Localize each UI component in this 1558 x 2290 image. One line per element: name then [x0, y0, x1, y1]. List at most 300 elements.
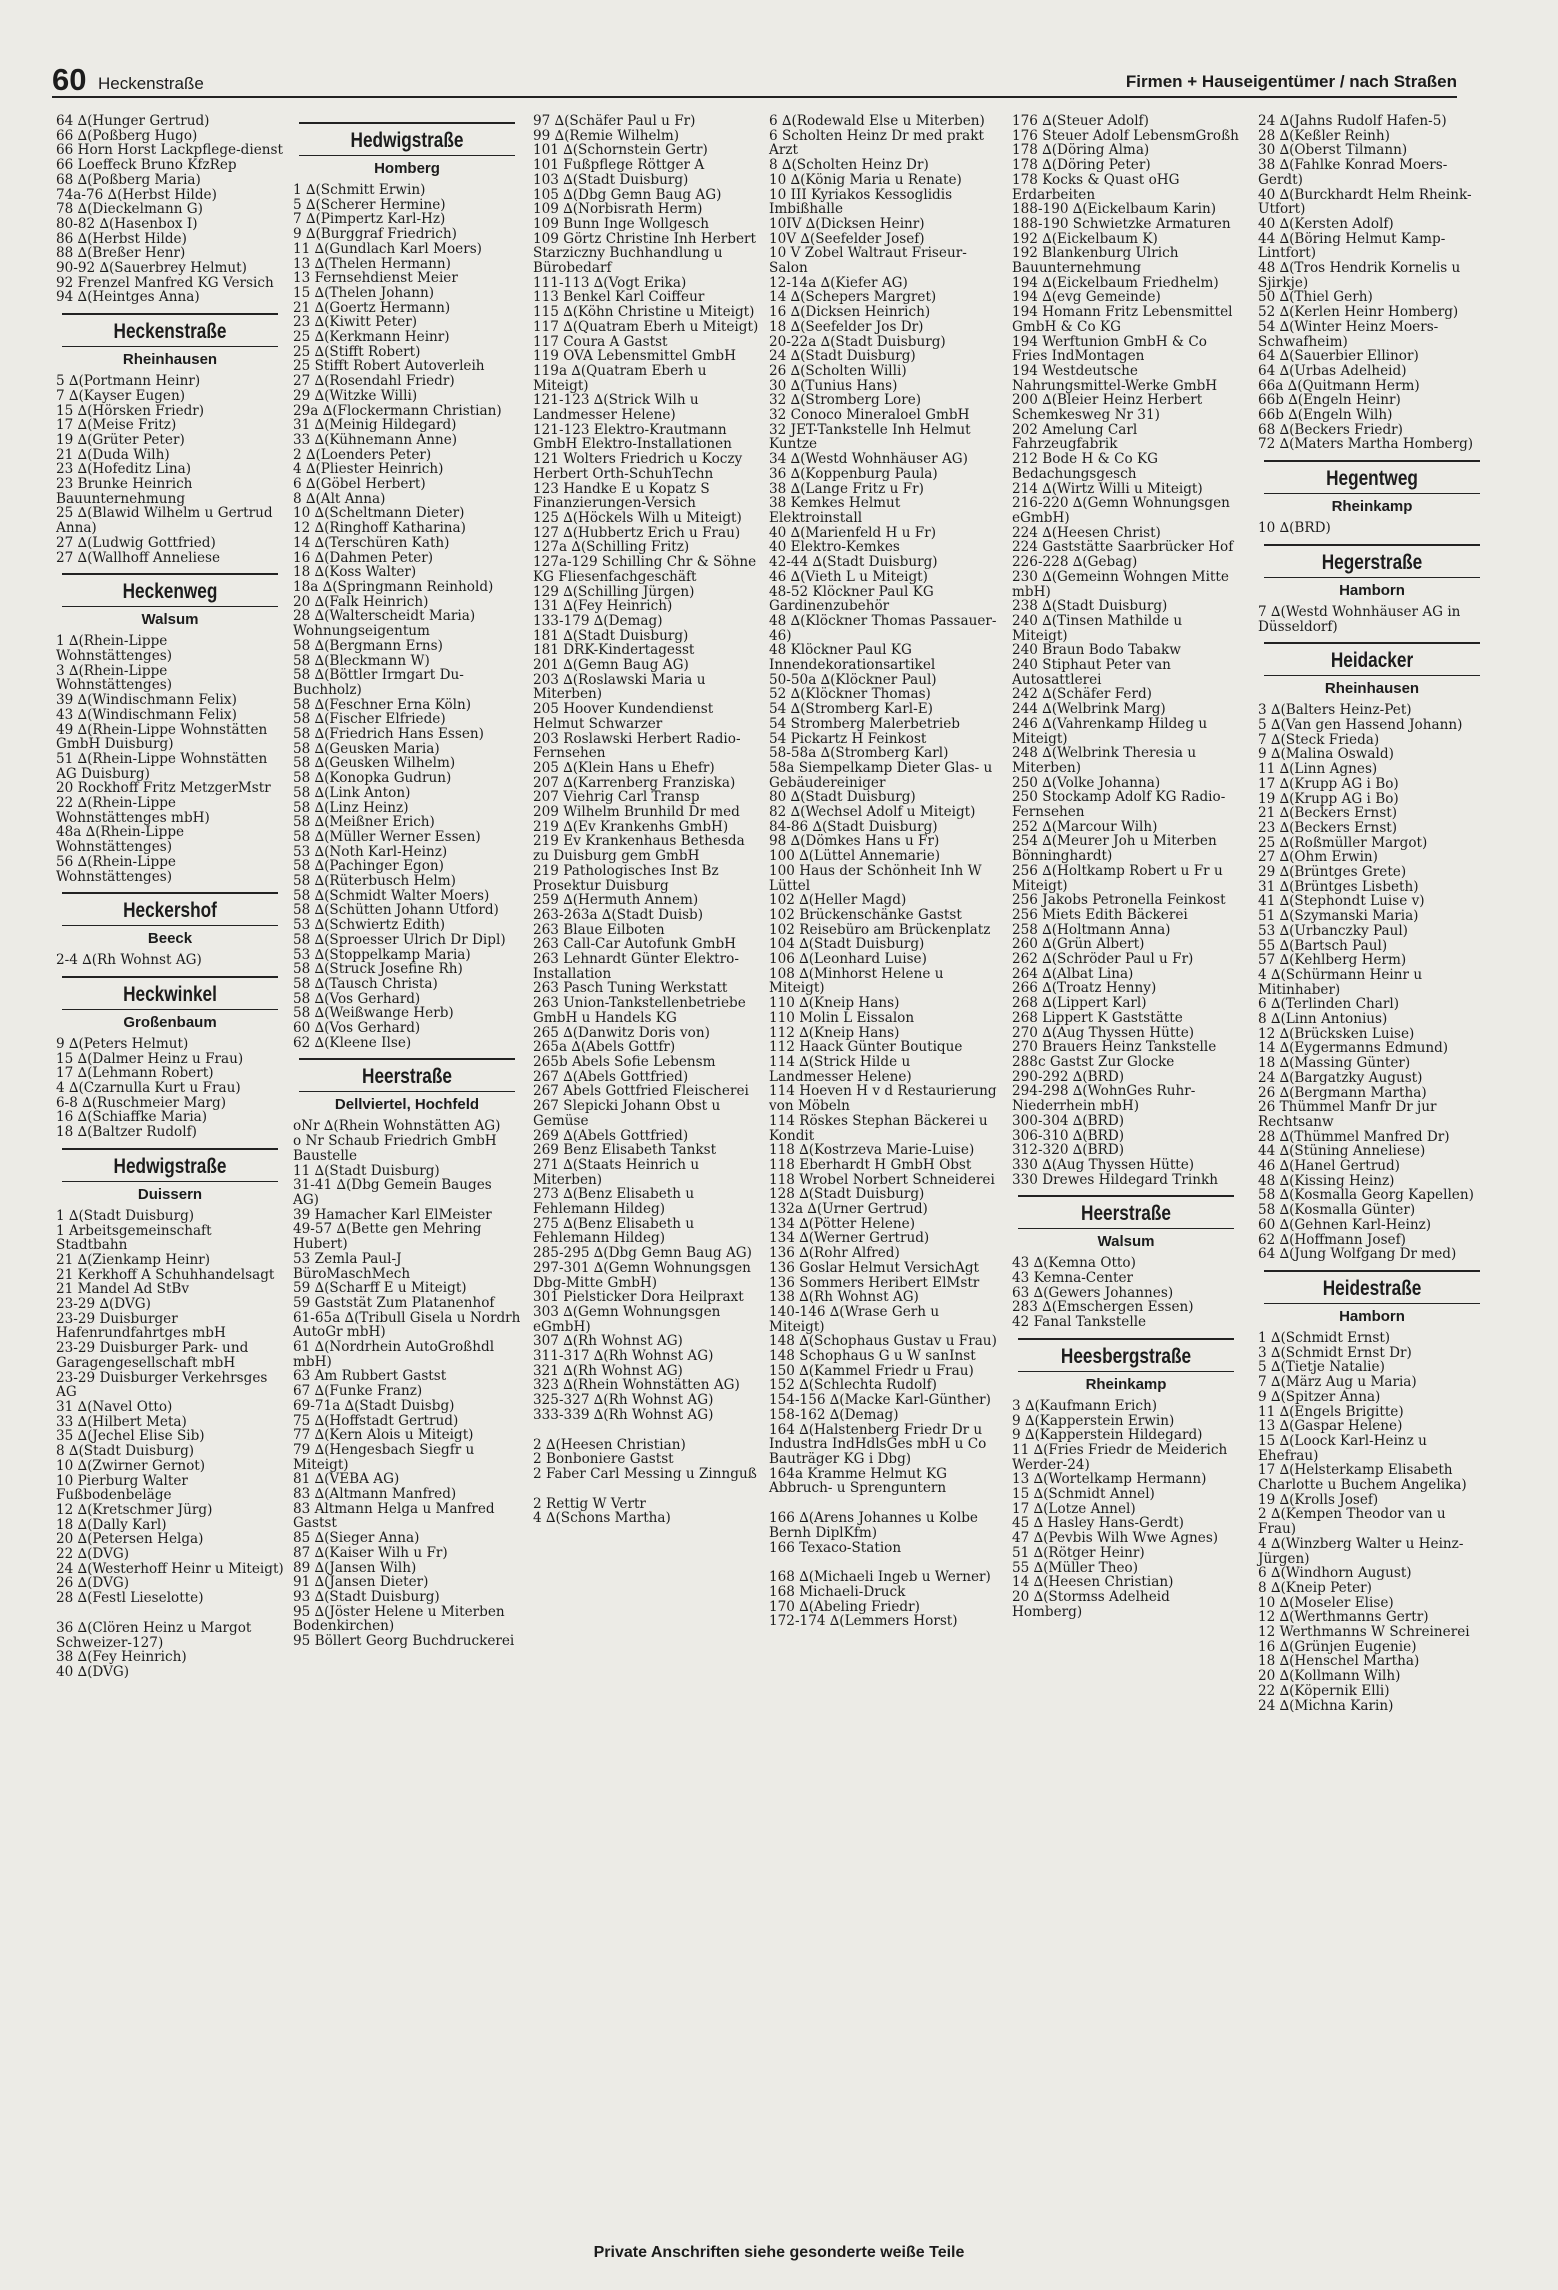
- directory-entry: 152 ∆(Schlechta Rudolf): [769, 1377, 937, 1394]
- directory-entry: 194 ∆(Eickelbaum Friedhelm): [1012, 274, 1219, 291]
- page-footer: Private Anschriften siehe gesonderte weiße Teile: [593, 2244, 965, 2261]
- directory-entry: 20 ∆(Falk Heinrich): [293, 593, 429, 610]
- directory-entry: 58 ∆(Meißner Erich): [293, 814, 435, 831]
- directory-entry: 36 ∆(Koppenburg Paula): [769, 465, 938, 482]
- directory-entry: 58 ∆(Friedrich Hans Essen): [293, 726, 484, 743]
- directory-entry: 46 ∆(Hanel Gertrud): [1258, 1158, 1400, 1175]
- directory-entry: 83 ∆(Altmann Manfred): [293, 1486, 457, 1503]
- page-header: [52, 62, 1457, 98]
- directory-entry: 18 ∆(Koss Walter): [293, 564, 417, 581]
- directory-entry: 109 Görtz Christine Inh Herbert Starziczny Buchhandlung u Bürobedarf: [533, 230, 756, 277]
- directory-entry: 26 Thümmel Manfr Dr jur Rechtsanw: [1258, 1099, 1437, 1130]
- directory-entry: 22 ∆(DVG): [56, 1546, 130, 1563]
- directory-entry: 10V ∆(Seefelder Josef): [769, 230, 925, 247]
- directory-entry: 2-4 ∆(Rh Wohnst AG): [56, 952, 202, 969]
- directory-entry: 19 ∆(Krolls Josef): [1258, 1491, 1379, 1508]
- directory-entry: 301 Pielsticker Dora Heilpraxt: [533, 1289, 744, 1306]
- directory-entry: 170 ∆(Abeling Friedr): [769, 1598, 920, 1615]
- directory-entry: 265 ∆(Danwitz Doris von): [533, 1024, 710, 1041]
- directory-entry: 12 ∆(Kretschmer Jürg): [56, 1501, 213, 1518]
- directory-entry: 17 ∆(Helsterkamp Elisabeth Charlotte u Buchem Angelika): [1258, 1462, 1467, 1494]
- directory-entry: 2 ∆(Loenders Peter): [293, 446, 432, 463]
- directory-entry: 262 ∆(Schröder Paul u Fr): [1012, 951, 1194, 968]
- directory-entry: 100 Haus der Schönheit Inh W Lüttel: [769, 862, 982, 894]
- directory-entry: 58 ∆(Bleckmann W): [293, 652, 430, 669]
- directory-entry: 63 Am Rubbert Gastst: [293, 1368, 447, 1385]
- directory-entry: 224 ∆(Heesen Christ): [1012, 524, 1161, 541]
- directory-entry: 25 ∆(Kerkmann Heinr): [293, 329, 450, 346]
- directory-entry: 39 ∆(Windischmann Felix): [56, 692, 237, 709]
- directory-entry: 263 Lehnardt Günter Elektro-Installation: [533, 951, 739, 982]
- directory-entry: 150 ∆(Kammel Friedr u Frau): [769, 1362, 974, 1379]
- directory-entry: 34 ∆(Westd Wohnhäuser AG): [769, 451, 968, 468]
- directory-entry: 1 Arbeitsgemeinschaft Stadtbahn: [56, 1222, 212, 1254]
- spacer: [533, 1423, 761, 1438]
- directory-entry: o Nr Schaub Friedrich GmbH Baustelle: [293, 1133, 497, 1164]
- directory-entry: 58 ∆(Weißwange Herb): [293, 1005, 454, 1022]
- directory-entry: 258 ∆(Holtmann Anna): [1012, 921, 1171, 938]
- directory-entry: 102 Reisebüro am Brückenplatz: [769, 921, 991, 938]
- directory-entry: 93 ∆(Stadt Duisburg): [293, 1588, 440, 1605]
- directory-entry: 28 ∆(Keßler Reinh): [1258, 127, 1390, 144]
- directory-entry: 201 ∆(Gemn Baug AG): [533, 657, 689, 674]
- directory-entry: 28 ∆(Festl Lieselotte): [56, 1590, 204, 1607]
- directory-entry: 50 ∆(Thiel Gerh): [1258, 289, 1373, 306]
- directory-column-6: [1258, 114, 1486, 1713]
- directory-entry: 259 ∆(Hermuth Annem): [533, 892, 699, 909]
- directory-entry: 40 ∆(Marienfeld H u Fr): [769, 524, 937, 541]
- directory-entry: 112 Haack Günter Boutique: [769, 1039, 963, 1056]
- directory-entry: 168 ∆(Michaeli Ingeb u Werner): [769, 1569, 991, 1586]
- directory-entry: 13 ∆(Thelen Hermann): [293, 255, 451, 272]
- directory-entry: 6 ∆(Terlinden Charl): [1258, 996, 1400, 1013]
- directory-entry: 80-82 ∆(Hasenbox I): [56, 215, 198, 232]
- section-rule: [1264, 460, 1480, 462]
- directory-entry: 38 ∆(Fey Heinrich): [56, 1649, 187, 1666]
- directory-entry: 4 ∆(Czarnulla Kurt u Frau): [56, 1080, 241, 1097]
- directory-entry: 9 ∆(Malina Oswald): [1258, 746, 1394, 763]
- directory-entry: 192 ∆(Eickelbaum K): [1012, 230, 1158, 247]
- directory-entry: 109 ∆(Norbisrath Herm): [533, 201, 703, 218]
- directory-entry: 134 ∆(Pötter Helene): [769, 1215, 916, 1232]
- directory-entry: 7 ∆(Kayser Eugen): [56, 387, 186, 404]
- directory-entry: 14 ∆(Terschüren Kath): [293, 534, 450, 551]
- directory-entry: 86 ∆(Herbst Hilde): [56, 230, 187, 247]
- directory-entry: 83 Altmann Helga u Manfred Gastst: [293, 1500, 495, 1532]
- directory-entry: 117 Coura A Gastst: [533, 333, 668, 350]
- section-rule: [62, 573, 278, 575]
- directory-entry: 43 Kemna-Center: [1012, 1270, 1134, 1287]
- directory-entry: 265b Abels Sofie Lebensm: [533, 1054, 716, 1070]
- directory-entry: 58 ∆(Müller Werner Essen): [293, 828, 481, 845]
- directory-entry: 330 Drewes Hildegard Trinkh: [1012, 1171, 1218, 1188]
- directory-entry: 58 ∆(Schütten Johann Utford): [293, 902, 499, 919]
- directory-entry: 26 ∆(Bergmann Martha): [1258, 1084, 1427, 1101]
- directory-entry: 127a ∆(Schilling Fritz): [533, 539, 690, 556]
- directory-entry: 125 ∆(Höckels Wilh u Miteigt): [533, 509, 742, 526]
- directory-column-3: [533, 114, 761, 1526]
- directory-entry: 12 Werthmanns W Schreinerei: [1258, 1624, 1470, 1641]
- directory-entry: 53 Zemla Paul-J BüroMaschMech: [293, 1250, 411, 1282]
- directory-entry: 311-317 ∆(Rh Wohnst AG): [533, 1348, 714, 1365]
- directory-entry: 10 ∆(Moseler Elise): [1258, 1594, 1394, 1611]
- directory-entry: 17 ∆(Meise Fritz): [56, 417, 177, 434]
- directory-entry: 60 ∆(Gehnen Karl-Heinz): [1258, 1216, 1432, 1233]
- directory-entry: 270 ∆(Aug Thyssen Hütte): [1012, 1024, 1195, 1041]
- directory-entry: 4 ∆(Schons Martha): [533, 1510, 671, 1527]
- directory-entry: 20 ∆(Stormss Adelheid Homberg): [1012, 1588, 1170, 1620]
- district-name: Homberg: [299, 155, 515, 177]
- directory-entry: 12 ∆(Werthmanns Gertr): [1258, 1609, 1429, 1626]
- directory-entry: 58-58a ∆(Stromberg Karl): [769, 745, 949, 762]
- directory-entry: 52 ∆(Klöckner Thomas): [769, 686, 931, 703]
- directory-entry: 115 ∆(Köhn Christine u Miteigt): [533, 304, 755, 321]
- directory-entry: 98 ∆(Dömkes Hans u Fr): [769, 833, 940, 850]
- directory-entry: 72 ∆(Maters Martha Homberg): [1258, 436, 1474, 453]
- header-section-title: Firmen + Hauseigentümer / nach Straßen: [1125, 72, 1457, 91]
- directory-entry: 194 Homann Fritz Lebensmittel GmbH & Co KG: [1012, 304, 1233, 335]
- directory-entry: 131 ∆(Fey Heinrich): [533, 598, 673, 615]
- directory-entry: 256 Miets Edith Bäckerei: [1012, 906, 1188, 923]
- district-name: Hamborn: [1264, 577, 1480, 599]
- directory-entry: 12 ∆(Brücksken Luise): [1258, 1025, 1415, 1042]
- directory-entry: 53 ∆(Stoppelkamp Maria): [293, 946, 471, 963]
- directory-entry: 178 ∆(Döring Alma): [1012, 142, 1150, 159]
- directory-entry: 114 Röskes Stephan Bäckerei u Kondit: [769, 1112, 988, 1144]
- directory-entry: 267 Abels Gottfried Fleischerei: [533, 1083, 749, 1100]
- directory-entry: 31-41 ∆(Dbg Gemein Bauges AG): [293, 1177, 492, 1208]
- section-rule: [1018, 1195, 1234, 1197]
- directory-entry: 1 ∆(Schmitt Erwin): [293, 182, 426, 198]
- directory-entry: 248 ∆(Welbrink Theresia u Miterben): [1012, 745, 1197, 776]
- directory-entry: 136 Sommers Heribert ElMstr: [769, 1274, 980, 1291]
- directory-entry: 32 JET-Tankstelle Inh Helmut Kuntze: [769, 421, 971, 453]
- street-section-header: [1012, 1338, 1240, 1393]
- directory-entry: 60 ∆(Vos Gerhard): [293, 1020, 421, 1037]
- directory-entry: 110 Molin L Eissalon: [769, 1009, 915, 1026]
- directory-entry: 25 Stifft Robert Autoverleih: [293, 358, 485, 375]
- directory-entry: 43 ∆(Windischmann Felix): [56, 706, 237, 723]
- district-name: Rheinhausen: [1264, 675, 1480, 697]
- directory-entry: 48 ∆(Klöckner Thomas Passauer-46): [769, 612, 997, 644]
- directory-entry: 58 ∆(Sproesser Ulrich Dr Dipl): [293, 931, 506, 948]
- directory-entry: 43 ∆(Kemna Otto): [1012, 1255, 1136, 1272]
- directory-entry: 49 ∆(Rhein-Lippe Wohnstätten GmbH Duisburg): [56, 721, 268, 753]
- directory-entry: 285-295 ∆(Dbg Gemn Baug AG): [533, 1245, 752, 1262]
- directory-entry: 321 ∆(Rh Wohnst AG): [533, 1362, 683, 1379]
- section-rule: [1018, 1338, 1234, 1340]
- directory-entry: 1 ∆(Schmidt Ernst): [1258, 1330, 1391, 1346]
- directory-entry: 1 ∆(Rhein-Lippe Wohnstättenges): [56, 633, 173, 664]
- directory-entry: 14 ∆(Eygermanns Edmund): [1258, 1040, 1449, 1057]
- directory-entry: 66 Loeffeck Bruno KfzRep: [56, 157, 237, 174]
- directory-entry: 68 ∆(Poßberg Maria): [56, 171, 201, 188]
- directory-entry: 82 ∆(Wechsel Adolf u Miteigt): [769, 804, 976, 821]
- directory-entry: 252 ∆(Marcour Wilh): [1012, 818, 1158, 835]
- directory-entry: 2 Bonboniere Gastst: [533, 1451, 674, 1468]
- directory-entry: 58 ∆(Geusken Maria): [293, 740, 440, 757]
- directory-entry: 297-301 ∆(Gemn Wohnungsgen Dbg-Mitte GmbH): [533, 1259, 751, 1291]
- directory-entry: 21 ∆(Beckers Ernst): [1258, 805, 1398, 822]
- directory-entry: 4 ∆(Schürmann Heinr u Mitinhaber): [1258, 966, 1423, 998]
- directory-entry: 119a ∆(Quatram Eberh u Miteigt): [533, 362, 707, 394]
- directory-entry: 23-29 Duisburger Park- und Garagengesellschaft mbH: [56, 1340, 249, 1371]
- directory-entry: 267 Slepicki Johann Obst u Gemüse: [533, 1098, 721, 1129]
- directory-entry: 13 ∆(Gaspar Helene): [1258, 1418, 1403, 1435]
- directory-entry: 138 ∆(Rh Wohnst AG): [769, 1289, 919, 1306]
- directory-entry: 12-14a ∆(Kiefer AG): [769, 274, 908, 291]
- directory-entry: 263 Pasch Tuning Werkstatt: [533, 980, 728, 997]
- directory-entry: 64 ∆(Hunger Gertrud): [56, 113, 210, 129]
- directory-entry: 209 Wilhelm Brunhild Dr med: [533, 804, 740, 821]
- directory-entry: 123 Handke E u Kopatz S Finanzierungen-Versich: [533, 480, 710, 512]
- street-section-header: [1258, 460, 1486, 515]
- street-name: Heckershof: [123, 899, 217, 923]
- street-name: Hedwigstraße: [350, 129, 464, 152]
- directory-entry: 66 ∆(Poßberg Hugo): [56, 127, 198, 144]
- directory-entry: 164a Kramme Helmut KG Abbruch- u Sprenguntern: [769, 1465, 947, 1497]
- directory-entry: 207 Viehrig Carl Transp: [533, 789, 700, 806]
- directory-entry: 74a-76 ∆(Herbst Hilde): [56, 186, 217, 203]
- street-name: Heidestraße: [1322, 1277, 1422, 1300]
- directory-entry: 5 ∆(Van gen Hassend Johann): [1258, 716, 1463, 733]
- spacer: [56, 1606, 284, 1621]
- directory-entry: 254 ∆(Meurer Joh u Miterben Bönninghardt): [1012, 833, 1217, 865]
- directory-entry: 15 ∆(Loock Karl-Heinz u Ehefrau): [1258, 1432, 1427, 1464]
- directory-entry: 81 ∆(VEBA AG): [293, 1471, 400, 1488]
- directory-entry: 32 Conoco Mineraloel GmbH: [769, 407, 970, 424]
- directory-entry: 5 ∆(Tietje Natalie): [1258, 1359, 1385, 1376]
- directory-entry: 264 ∆(Albat Lina): [1012, 965, 1134, 982]
- directory-entry: 66b ∆(Engeln Heinr): [1258, 392, 1401, 409]
- directory-entry: 26 ∆(DVG): [56, 1575, 130, 1592]
- directory-entry: 59 Gaststät Zum Platanenhof: [293, 1294, 495, 1311]
- directory-entry: 118 Wrobel Norbert Schneiderei: [769, 1171, 995, 1188]
- directory-entry: 29a ∆(Flockermann Christian): [293, 402, 502, 419]
- directory-entry: 6 ∆(Rodewald Else u Miterben): [769, 113, 985, 129]
- directory-entry: 307 ∆(Rh Wohnst AG): [533, 1333, 683, 1350]
- directory-entry: 38 ∆(Lange Fritz u Fr): [769, 480, 924, 497]
- directory-entry: 55 ∆(Bartsch Paul): [1258, 937, 1388, 954]
- directory-entry: 205 Hoover Kundendienst Helmut Schwarzer: [533, 701, 714, 732]
- directory-entry: 8 ∆(Linn Antonius): [1258, 1011, 1388, 1028]
- directory-entry: 7 ∆(Steck Frieda): [1258, 731, 1380, 748]
- section-rule: [62, 1148, 278, 1150]
- page-number: 60: [52, 62, 87, 97]
- directory-entry: 288c Gastst Zur Glocke: [1012, 1054, 1175, 1070]
- directory-entry: 158-162 ∆(Demag): [769, 1406, 899, 1423]
- directory-entry: 57 ∆(Kehlberg Herm): [1258, 952, 1407, 969]
- directory-entry: 95 ∆(Jöster Helene u Miterben Bodenkirchen): [293, 1603, 505, 1635]
- directory-entry: 8 ∆(Alt Anna): [293, 490, 386, 507]
- directory-entry: 24 ∆(Westerhoff Heinr u Miteigt): [56, 1560, 284, 1577]
- directory-entry: 18 ∆(Henschel Martha): [1258, 1653, 1420, 1670]
- directory-entry: 23-29 Duisburger Hafenrundfahrtges mbH: [56, 1310, 226, 1342]
- directory-entry: 240 ∆(Tinsen Mathilde u Miteigt): [1012, 612, 1183, 644]
- section-rule: [62, 892, 278, 894]
- directory-entry: 270 Brauers Heinz Tankstelle: [1012, 1039, 1217, 1056]
- directory-entry: 22 ∆(Köpernik Elli): [1258, 1682, 1390, 1699]
- directory-entry: 10 ∆(BRD): [1258, 520, 1331, 537]
- directory-entry: 53 ∆(Schwiertz Edith): [293, 917, 446, 934]
- directory-entry: 39 Hamacher Karl ElMeister: [293, 1206, 492, 1223]
- section-rule: [62, 976, 278, 978]
- directory-entry: 67 ∆(Funke Franz): [293, 1383, 423, 1400]
- directory-entry: 13 ∆(Wortelkamp Hermann): [1012, 1471, 1207, 1488]
- directory-entry: 1 ∆(Stadt Duisburg): [56, 1207, 195, 1224]
- directory-entry: 33 ∆(Hilbert Meta): [56, 1413, 187, 1430]
- directory-entry: 12 ∆(Ringhoff Katharina): [293, 520, 466, 537]
- directory-entry: 10 ∆(Zwirner Gernot): [56, 1457, 206, 1474]
- directory-entry: 14 ∆(Heesen Christian): [1012, 1574, 1174, 1591]
- directory-entry: 23 ∆(Kiwitt Peter): [293, 314, 418, 331]
- directory-entry: 118 Eberhardt H GmbH Obst: [769, 1156, 972, 1173]
- directory-entry: 27 ∆(Ludwig Gottfried): [56, 534, 216, 551]
- section-rule: [299, 122, 515, 124]
- directory-entry: 18 ∆(Baltzer Rudolf): [56, 1124, 197, 1141]
- directory-entry: 240 Braun Bodo Tabakw: [1012, 642, 1181, 659]
- directory-entry: 58 ∆(Rüterbusch Helm): [293, 873, 456, 890]
- directory-entry: 80 ∆(Stadt Duisburg): [769, 789, 916, 806]
- directory-entry: 18a ∆(Springmann Reinhold): [293, 578, 494, 595]
- directory-entry: 303 ∆(Gemn Wohnungsgen eGmbH): [533, 1303, 721, 1335]
- directory-entry: 48 Klöckner Paul KG Innendekorationsartikel: [769, 642, 936, 674]
- directory-entry: 114 Hoeven H v d Restaurierung von Möbeln: [769, 1083, 997, 1115]
- directory-entry: 117 ∆(Quatram Eberh u Miteigt): [533, 318, 759, 335]
- directory-entry: 333-339 ∆(Rh Wohnst AG): [533, 1406, 714, 1423]
- street-name: Heckwinkel: [123, 982, 217, 1006]
- directory-entry: 58 ∆(Struck Josefine Rh): [293, 961, 463, 978]
- directory-entry: 207 ∆(Karrenberg Franziska): [533, 774, 736, 791]
- street-section-header: [56, 573, 284, 628]
- directory-entry: 77 ∆(Kern Alois u Miteigt): [293, 1427, 474, 1444]
- street-section-header: [1258, 544, 1486, 599]
- directory-entry: 61 ∆(Nordrhein AutoGroßhdl mbH): [293, 1339, 495, 1370]
- directory-entry: 58 ∆(Tausch Christa): [293, 975, 438, 992]
- directory-entry: 24 ∆(Jahns Rudolf Hafen-5): [1258, 113, 1447, 129]
- section-rule: [299, 1058, 515, 1060]
- street-name: Heesbergstraße: [1060, 1344, 1192, 1368]
- directory-entry: 58 ∆(Link Anton): [293, 784, 411, 801]
- street-name: Heckenweg: [122, 580, 218, 604]
- directory-entry: 118 ∆(Kostrzeva Marie-Luise): [769, 1142, 975, 1159]
- directory-entry: 271 ∆(Staats Heinrich u Miterben): [533, 1156, 700, 1188]
- directory-entry: 23 ∆(Beckers Ernst): [1258, 819, 1398, 836]
- directory-entry: 28 ∆(Thümmel Manfred Dr): [1258, 1128, 1450, 1145]
- directory-entry: 3 ∆(Balters Heinz-Pet): [1258, 702, 1412, 719]
- directory-entry: 219 Pathologisches Inst Bz Prosektur Duisburg: [533, 862, 719, 894]
- directory-entry: 40 ∆(Kersten Adolf): [1258, 215, 1394, 232]
- directory-entry: 101 ∆(Schornstein Gertr): [533, 142, 708, 159]
- directory-entry: 99 ∆(Remie Wilhelm): [533, 127, 680, 144]
- directory-entry: 105 ∆(Dbg Gemn Baug AG): [533, 186, 722, 203]
- header-street: Heckenstraße: [98, 74, 204, 93]
- directory-entry: 55 ∆(Müller Theo): [1012, 1559, 1139, 1576]
- directory-entry: 3 ∆(Kaufmann Erich): [1012, 1397, 1158, 1414]
- directory-entry: 58a Siempelkamp Dieter Glas- u Gebäudereiniger: [769, 759, 993, 791]
- directory-entry: 59 ∆(Scharff E u Miteigt): [293, 1280, 467, 1297]
- directory-entry: 273 ∆(Benz Elisabeth u Fehlemann Hildeg): [533, 1186, 695, 1218]
- directory-entry: 6 ∆(Windhorn August): [1258, 1565, 1412, 1582]
- directory-entry: 203 Roslawski Herbert Radio-Fernsehen: [533, 730, 741, 762]
- directory-entry: 19 ∆(Krupp AG i Bo): [1258, 790, 1399, 807]
- directory-entry: 240 Stiphaut Peter van Autosattlerei: [1012, 657, 1171, 688]
- directory-entry: 192 Blankenburg Ulrich Bauunternehmung: [1012, 245, 1179, 277]
- directory-entry: 9 ∆(Peters Helmut): [56, 1035, 189, 1052]
- directory-entry: 64 ∆(Urbas Adelheid): [1258, 362, 1407, 379]
- directory-entry: 104 ∆(Stadt Duisburg): [769, 936, 925, 953]
- directory-entry: 219 ∆(Ev Krankenhs GmbH): [533, 818, 729, 835]
- district-name: Dellviertel, Hochfeld: [299, 1091, 515, 1113]
- directory-entry: 24 ∆(Stadt Duisburg): [769, 348, 916, 365]
- directory-entry: 11 ∆(Fries Friedr de Meiderich Werder-24): [1012, 1441, 1228, 1473]
- directory-entry: 133-179 ∆(Demag): [533, 612, 663, 629]
- directory-entry: 52 ∆(Kerlen Heinr Homberg): [1258, 304, 1459, 321]
- directory-entry: 194 Werftunion GmbH & Co Fries IndMontagen: [1012, 333, 1207, 365]
- directory-entry: 48 ∆(Kissing Heinz): [1258, 1172, 1395, 1189]
- directory-entry: 62 ∆(Kleene Ilse): [293, 1034, 412, 1051]
- directory-entry: 10 ∆(Scheltmann Dieter): [293, 505, 465, 522]
- directory-entry: 119 OVA Lebensmittel GmbH: [533, 348, 736, 365]
- directory-entry: 176 ∆(Steuer Adolf): [1012, 113, 1149, 129]
- directory-entry: 214 ∆(Wirtz Willi u Miteigt): [1012, 480, 1203, 497]
- directory-entry: 87 ∆(Kaiser Wilh u Fr): [293, 1544, 448, 1561]
- directory-entry: 148 ∆(Schophaus Gustav u Frau): [769, 1333, 997, 1350]
- directory-entry: 25 ∆(Blawid Wilhelm u Gertrud Anna): [56, 505, 273, 537]
- directory-column-4: [769, 114, 997, 1629]
- street-name: Heerstraße: [1081, 1202, 1171, 1226]
- directory-entry: 25 ∆(Stifft Robert): [293, 343, 421, 360]
- directory-entry: 16 ∆(Schiaffke Maria): [56, 1109, 208, 1126]
- directory-entry: 121-123 Elektro-Krautmann GmbH Elektro-Installationen: [533, 421, 732, 453]
- district-name: Beeck: [62, 925, 278, 947]
- directory-entry: 41 ∆(Stephondt Luise v): [1258, 893, 1425, 910]
- directory-entry: 106 ∆(Leonhard Luise): [769, 951, 927, 968]
- directory-entry: 23-29 Duisburger Verkehrsges AG: [56, 1369, 268, 1401]
- directory-entry: 267 ∆(Abels Gottfried): [533, 1068, 689, 1085]
- directory-entry: 48a ∆(Rhein-Lippe Wohnstättenges): [56, 824, 185, 856]
- directory-entry: 68 ∆(Beckers Friedr): [1258, 421, 1403, 438]
- directory-entry: 127 ∆(Hubbertz Erich u Frau): [533, 524, 741, 541]
- directory-entry: 64 ∆(Jung Wolfgang Dr med): [1258, 1246, 1457, 1263]
- directory-entry: 38 ∆(Fahlke Konrad Moers-Gerdt): [1258, 157, 1448, 188]
- directory-entry: 102 ∆(Heller Magd): [769, 892, 907, 909]
- directory-entry: 13 Fernsehdienst Meier: [293, 270, 458, 287]
- directory-entry: 11 ∆(Gundlach Karl Moers): [293, 240, 482, 257]
- directory-entry: 111-113 ∆(Vogt Erika): [533, 274, 687, 291]
- directory-entry: 23 ∆(Hofeditz Lina): [56, 461, 192, 478]
- directory-entry: 28 ∆(Walterscheidt Maria): [293, 608, 476, 625]
- directory-entry: 10 Pierburg Walter Fußbodenbeläge: [56, 1472, 188, 1504]
- street-name: Hegerstraße: [1321, 550, 1423, 574]
- directory-entry: 78 ∆(Dieckelmann G): [56, 201, 203, 218]
- directory-entry: 178 Kocks & Quast oHG Erdarbeiten: [1012, 171, 1180, 203]
- directory-entry: 51 ∆(Rötger Heinr): [1012, 1544, 1145, 1561]
- directory-entry: 256 ∆(Holtkamp Robert u Fr u Miteigt): [1012, 862, 1223, 894]
- directory-entry: 113 Benkel Karl Coiffeur: [533, 289, 705, 306]
- directory-entry: 168 Michaeli-Druck: [769, 1583, 906, 1600]
- directory-entry: 17 ∆(Lotze Annel): [1012, 1500, 1136, 1517]
- directory-entry: 226-228 ∆(Gebag): [1012, 554, 1138, 571]
- directory-entry: 188-190 Schwietzke Armaturen: [1012, 215, 1231, 232]
- directory-entry: 58 ∆(Konopka Gudrun): [293, 770, 452, 787]
- directory-entry: 21 ∆(Goertz Hermann): [293, 299, 451, 316]
- directory-entry: 36 ∆(Clören Heinz u Margot Schweizer-127): [56, 1619, 252, 1651]
- directory-entry: 20 ∆(Petersen Helga): [56, 1531, 204, 1548]
- directory-entry: 23 Brunke Heinrich Bauunternehmung: [56, 476, 193, 507]
- directory-entry: 54 Pickartz H Feinkost: [769, 730, 927, 747]
- directory-entry: 166 ∆(Arens Johannes u Kolbe Bernh DiplKfm): [769, 1510, 978, 1541]
